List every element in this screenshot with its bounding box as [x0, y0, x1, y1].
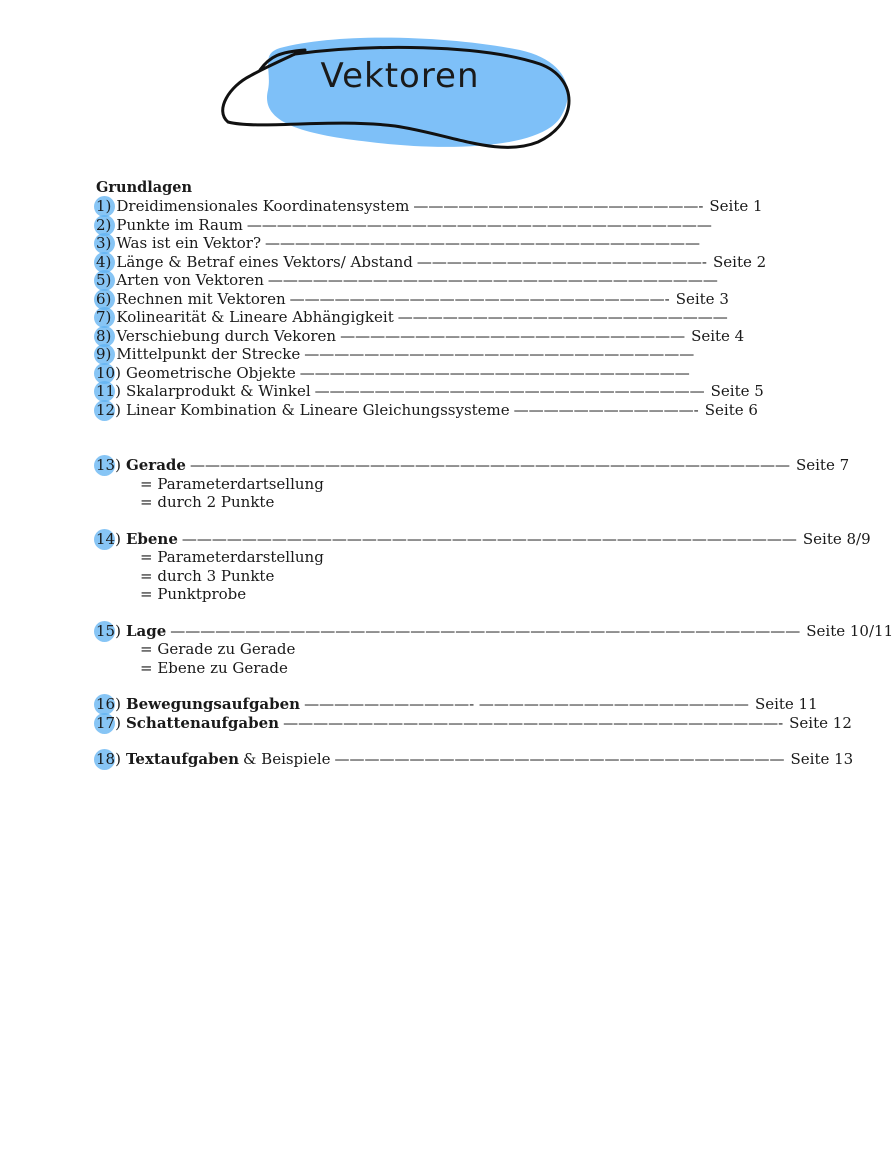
dot-leader: —————————————————————————————— — [267, 271, 718, 289]
entry-title: Was ist ein Vektor? — [116, 234, 262, 252]
subtopic-item: = Parameterdarstellung — [140, 548, 324, 566]
entry-title: Dreidimensionales Koordinatensystem — [116, 197, 410, 215]
toc-entry[interactable] — [96, 456, 850, 475]
dot-leader: ———————————————————————————————————————— — [189, 456, 790, 474]
toc-entry[interactable] — [96, 197, 796, 216]
dot-leader: —————————————————————————————— — [334, 750, 785, 768]
entry-number: 11) — [96, 382, 121, 400]
page-number: Seite 7 — [795, 456, 850, 474]
chapter-list — [96, 456, 893, 769]
entry-number: 7) — [96, 308, 112, 326]
page-number: Seite 12 — [789, 713, 852, 732]
toc-entry[interactable] — [96, 621, 893, 641]
entry-number: 4) — [96, 252, 112, 271]
entry-number: 16) — [96, 695, 121, 713]
page-number: Seite 4 — [691, 326, 745, 345]
dot-leader: —————————————————————————- — [289, 289, 670, 308]
entry-title: Ebene — [125, 529, 178, 548]
toc-entry[interactable] — [96, 253, 796, 272]
entry-title: Geometrische Objekte — [125, 363, 296, 382]
entry-number: 14) — [96, 529, 121, 548]
entry-number: 6) — [96, 289, 112, 308]
page-number: Seite 5 — [710, 382, 764, 400]
page-number: Seite 10/11 — [806, 621, 893, 640]
page-number: Seite 8/9 — [802, 529, 871, 548]
dot-leader: ————————————————————————————————————————— — [181, 529, 797, 548]
entry-number: 18) — [96, 750, 121, 768]
dot-leader: ———————————- —————————————————— — [304, 695, 749, 713]
toc-entry[interactable] — [96, 216, 796, 235]
toc-entry[interactable] — [96, 382, 796, 401]
dot-leader: ————————————————————————————— — [265, 234, 701, 252]
grundlagen-list — [96, 197, 796, 419]
entry-title: Schattenaufgaben — [125, 713, 280, 732]
page-number: Seite 13 — [790, 750, 854, 768]
page-number: Seite 11 — [754, 695, 818, 713]
entry-number: 17) — [96, 713, 121, 732]
entry-title: Bewegungsaufgaben — [125, 695, 301, 713]
entry-number: 1) — [96, 197, 112, 215]
entry-title: Skalarprodukt & Winkel — [125, 382, 311, 400]
toc-entry[interactable] — [96, 695, 818, 714]
subtopic-item: = durch 2 Punkte — [140, 493, 275, 511]
dot-leader: ————————————- — [513, 400, 699, 419]
page-number: Seite 2 — [713, 252, 767, 271]
toc-entry[interactable] — [96, 750, 854, 769]
entry-number: 8) — [96, 326, 112, 345]
dot-leader: —————————————————————— — [397, 308, 728, 326]
entry-title: Lage — [125, 621, 167, 640]
entry-title: Gerade — [125, 456, 186, 474]
dot-leader: —————————————————————————————————- — [283, 713, 784, 732]
toc-entry[interactable] — [96, 364, 796, 383]
dot-leader: —————————————————————————— — [314, 382, 705, 400]
entry-title: Mittelpunkt der Strecke — [116, 345, 301, 363]
entry-number: 9) — [96, 345, 112, 363]
entry-title-suffix: & Beispiele — [243, 750, 331, 768]
entry-title: Arten von Vektoren — [116, 271, 264, 289]
entry-title: Verschiebung durch Vekoren — [116, 326, 337, 345]
dot-leader: ———————————————————- — [416, 252, 707, 271]
entry-number: 5) — [96, 271, 112, 289]
entry-number: 10) — [96, 363, 121, 382]
toc-entry[interactable] — [96, 271, 796, 290]
title-banner — [220, 30, 580, 160]
toc-entry[interactable] — [96, 290, 796, 309]
dot-leader: —————————————————————————— — [299, 363, 690, 382]
dot-leader: ——————————————————————— — [340, 326, 686, 345]
toc-entry[interactable] — [96, 713, 852, 733]
entry-title: Länge & Betraf eines Vektors/ Abstand — [116, 252, 413, 271]
toc-entry[interactable] — [96, 327, 796, 346]
entry-title: Kolinearität & Lineare Abhängigkeit — [116, 308, 394, 326]
table-of-contents — [96, 178, 893, 769]
entry-title: Textaufgaben — [125, 750, 240, 768]
dot-leader: —————————————————————————————————————————— — [170, 621, 801, 640]
entry-title: Linear Kombination & Lineare Gleichungssysteme — [125, 400, 510, 419]
entry-title: Rechnen mit Vektoren — [116, 289, 286, 308]
dot-leader: ———————————————————- — [413, 197, 704, 215]
toc-entry[interactable] — [96, 401, 796, 420]
entry-number: 12) — [96, 400, 121, 419]
toc-entry[interactable] — [96, 529, 871, 549]
toc-entry[interactable] — [96, 308, 796, 327]
page-number: Seite 3 — [675, 289, 729, 308]
section-heading-grundlagen: Grundlagen — [96, 179, 193, 196]
page-number: Seite 1 — [709, 197, 763, 215]
subtopic-item: = Ebene zu Gerade — [140, 658, 288, 677]
dot-leader: ——————————————————————————————— — [246, 215, 712, 234]
entry-number: 13) — [96, 456, 121, 474]
toc-entry[interactable] — [96, 345, 796, 364]
subtopic-item: = Gerade zu Gerade — [140, 640, 296, 658]
dot-leader: —————————————————————————— — [304, 345, 695, 363]
toc-entry[interactable] — [96, 234, 796, 253]
entry-number: 15) — [96, 621, 121, 640]
entry-number: 2) — [96, 215, 112, 234]
document-title: Vektoren — [320, 56, 480, 96]
subtopic-item: = durch 3 Punkte — [140, 566, 275, 585]
page-number: Seite 6 — [704, 400, 758, 419]
entry-number: 3) — [96, 234, 112, 252]
entry-title: Punkte im Raum — [116, 215, 243, 234]
subtopic-item: = Parameterdartsellung — [140, 474, 324, 493]
subtopic-item: = Punktprobe — [140, 585, 247, 603]
